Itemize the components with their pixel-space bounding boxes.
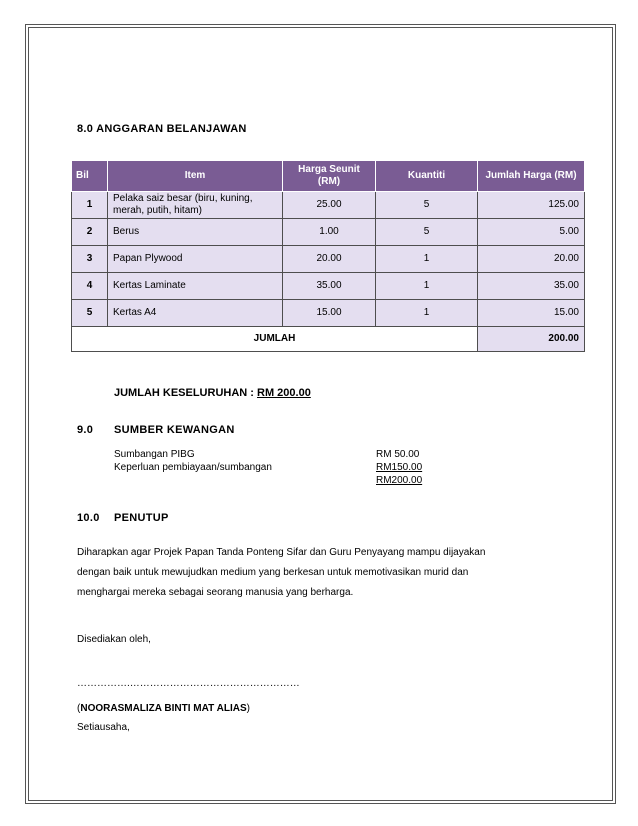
table-total-row <box>72 327 585 352</box>
grand-total-value: RM 200.00 <box>257 387 311 399</box>
cell-jumlah: 15.00 <box>478 300 585 327</box>
cell-harga: 20.00 <box>283 246 376 273</box>
table-row <box>72 300 585 327</box>
cell-item: Papan Plywood <box>108 246 283 273</box>
cell-harga: 35.00 <box>283 273 376 300</box>
cell-kuantiti: 1 <box>376 273 478 300</box>
prepared-by: Disediakan oleh, <box>77 634 151 645</box>
name-text: NOORASMALIZA BINTI MAT ALIAS <box>80 703 247 714</box>
cell-harga: 25.00 <box>283 192 376 219</box>
cell-item: Pelaka saiz besar (biru, kuning, merah, putih, hitam) <box>108 192 283 219</box>
name-open-paren: ( <box>77 703 81 714</box>
funding-amount-sumbangan: RM150.00 <box>376 462 423 473</box>
cell-bil: 4 <box>72 273 108 300</box>
section-10-title: PENUTUP <box>114 512 169 524</box>
cell-harga: 15.00 <box>283 300 376 327</box>
header-jumlah: Jumlah Harga (RM) <box>478 161 585 192</box>
cell-item: Berus <box>108 219 283 246</box>
cell-kuantiti: 5 <box>376 219 478 246</box>
cell-bil: 5 <box>72 300 108 327</box>
funding-amount-pibg: RM 50.00 <box>376 449 420 460</box>
table-row <box>72 219 585 246</box>
header-item: Item <box>108 161 283 192</box>
table-header-row <box>72 161 585 192</box>
section-10-number: 10.0 <box>77 512 100 524</box>
section-9-title: SUMBER KEWANGAN <box>114 424 235 436</box>
header-harga: Harga Seunit (RM) <box>283 161 376 192</box>
cell-kuantiti: 1 <box>376 246 478 273</box>
table-row <box>72 246 585 273</box>
signatory-role: Setiausaha, <box>77 722 130 733</box>
signatory-name <box>77 703 250 714</box>
table-row <box>72 192 585 219</box>
section-8-heading: 8.0 ANGGARAN BELANJAWAN <box>77 123 247 135</box>
header-kuantiti: Kuantiti <box>376 161 478 192</box>
funding-label-pibg: Sumbangan PIBG <box>114 449 195 460</box>
cell-jumlah: 125.00 <box>478 192 585 219</box>
table-row <box>72 273 585 300</box>
total-label: JUMLAH <box>72 327 478 352</box>
cell-bil: 3 <box>72 246 108 273</box>
cell-bil: 2 <box>72 219 108 246</box>
cell-jumlah: 20.00 <box>478 246 585 273</box>
total-value: 200.00 <box>478 327 585 352</box>
closing-line-1: Diharapkan agar Projek Papan Tanda Ponteng Sifar dan Guru Penyayang mampu dijayakan <box>77 547 486 558</box>
grand-total <box>114 387 311 399</box>
header-bil: Bil <box>72 161 108 192</box>
cell-bil: 1 <box>72 192 108 219</box>
section-9-number: 9.0 <box>77 424 94 436</box>
cell-kuantiti: 5 <box>376 192 478 219</box>
grand-total-label: JUMLAH KESELURUHAN : <box>114 387 254 399</box>
cell-item: Kertas Laminate <box>108 273 283 300</box>
closing-line-2: dengan baik untuk mewujudkan medium yang berkesan untuk memotivasikan murid dan <box>77 567 469 578</box>
name-close-paren: ) <box>246 703 250 714</box>
cell-jumlah: 5.00 <box>478 219 585 246</box>
cell-harga: 1.00 <box>283 219 376 246</box>
budget-table <box>71 160 585 352</box>
closing-line-3: menghargai mereka sebagai seorang manusia yang berharga. <box>77 587 354 598</box>
cell-jumlah: 35.00 <box>478 273 585 300</box>
signature-dots: …………….…………………………………………… <box>77 678 300 689</box>
funding-label-sumbangan: Keperluan pembiayaan/sumbangan <box>114 462 272 473</box>
funding-total: RM200.00 <box>376 475 423 486</box>
cell-item: Kertas A4 <box>108 300 283 327</box>
cell-kuantiti: 1 <box>376 300 478 327</box>
